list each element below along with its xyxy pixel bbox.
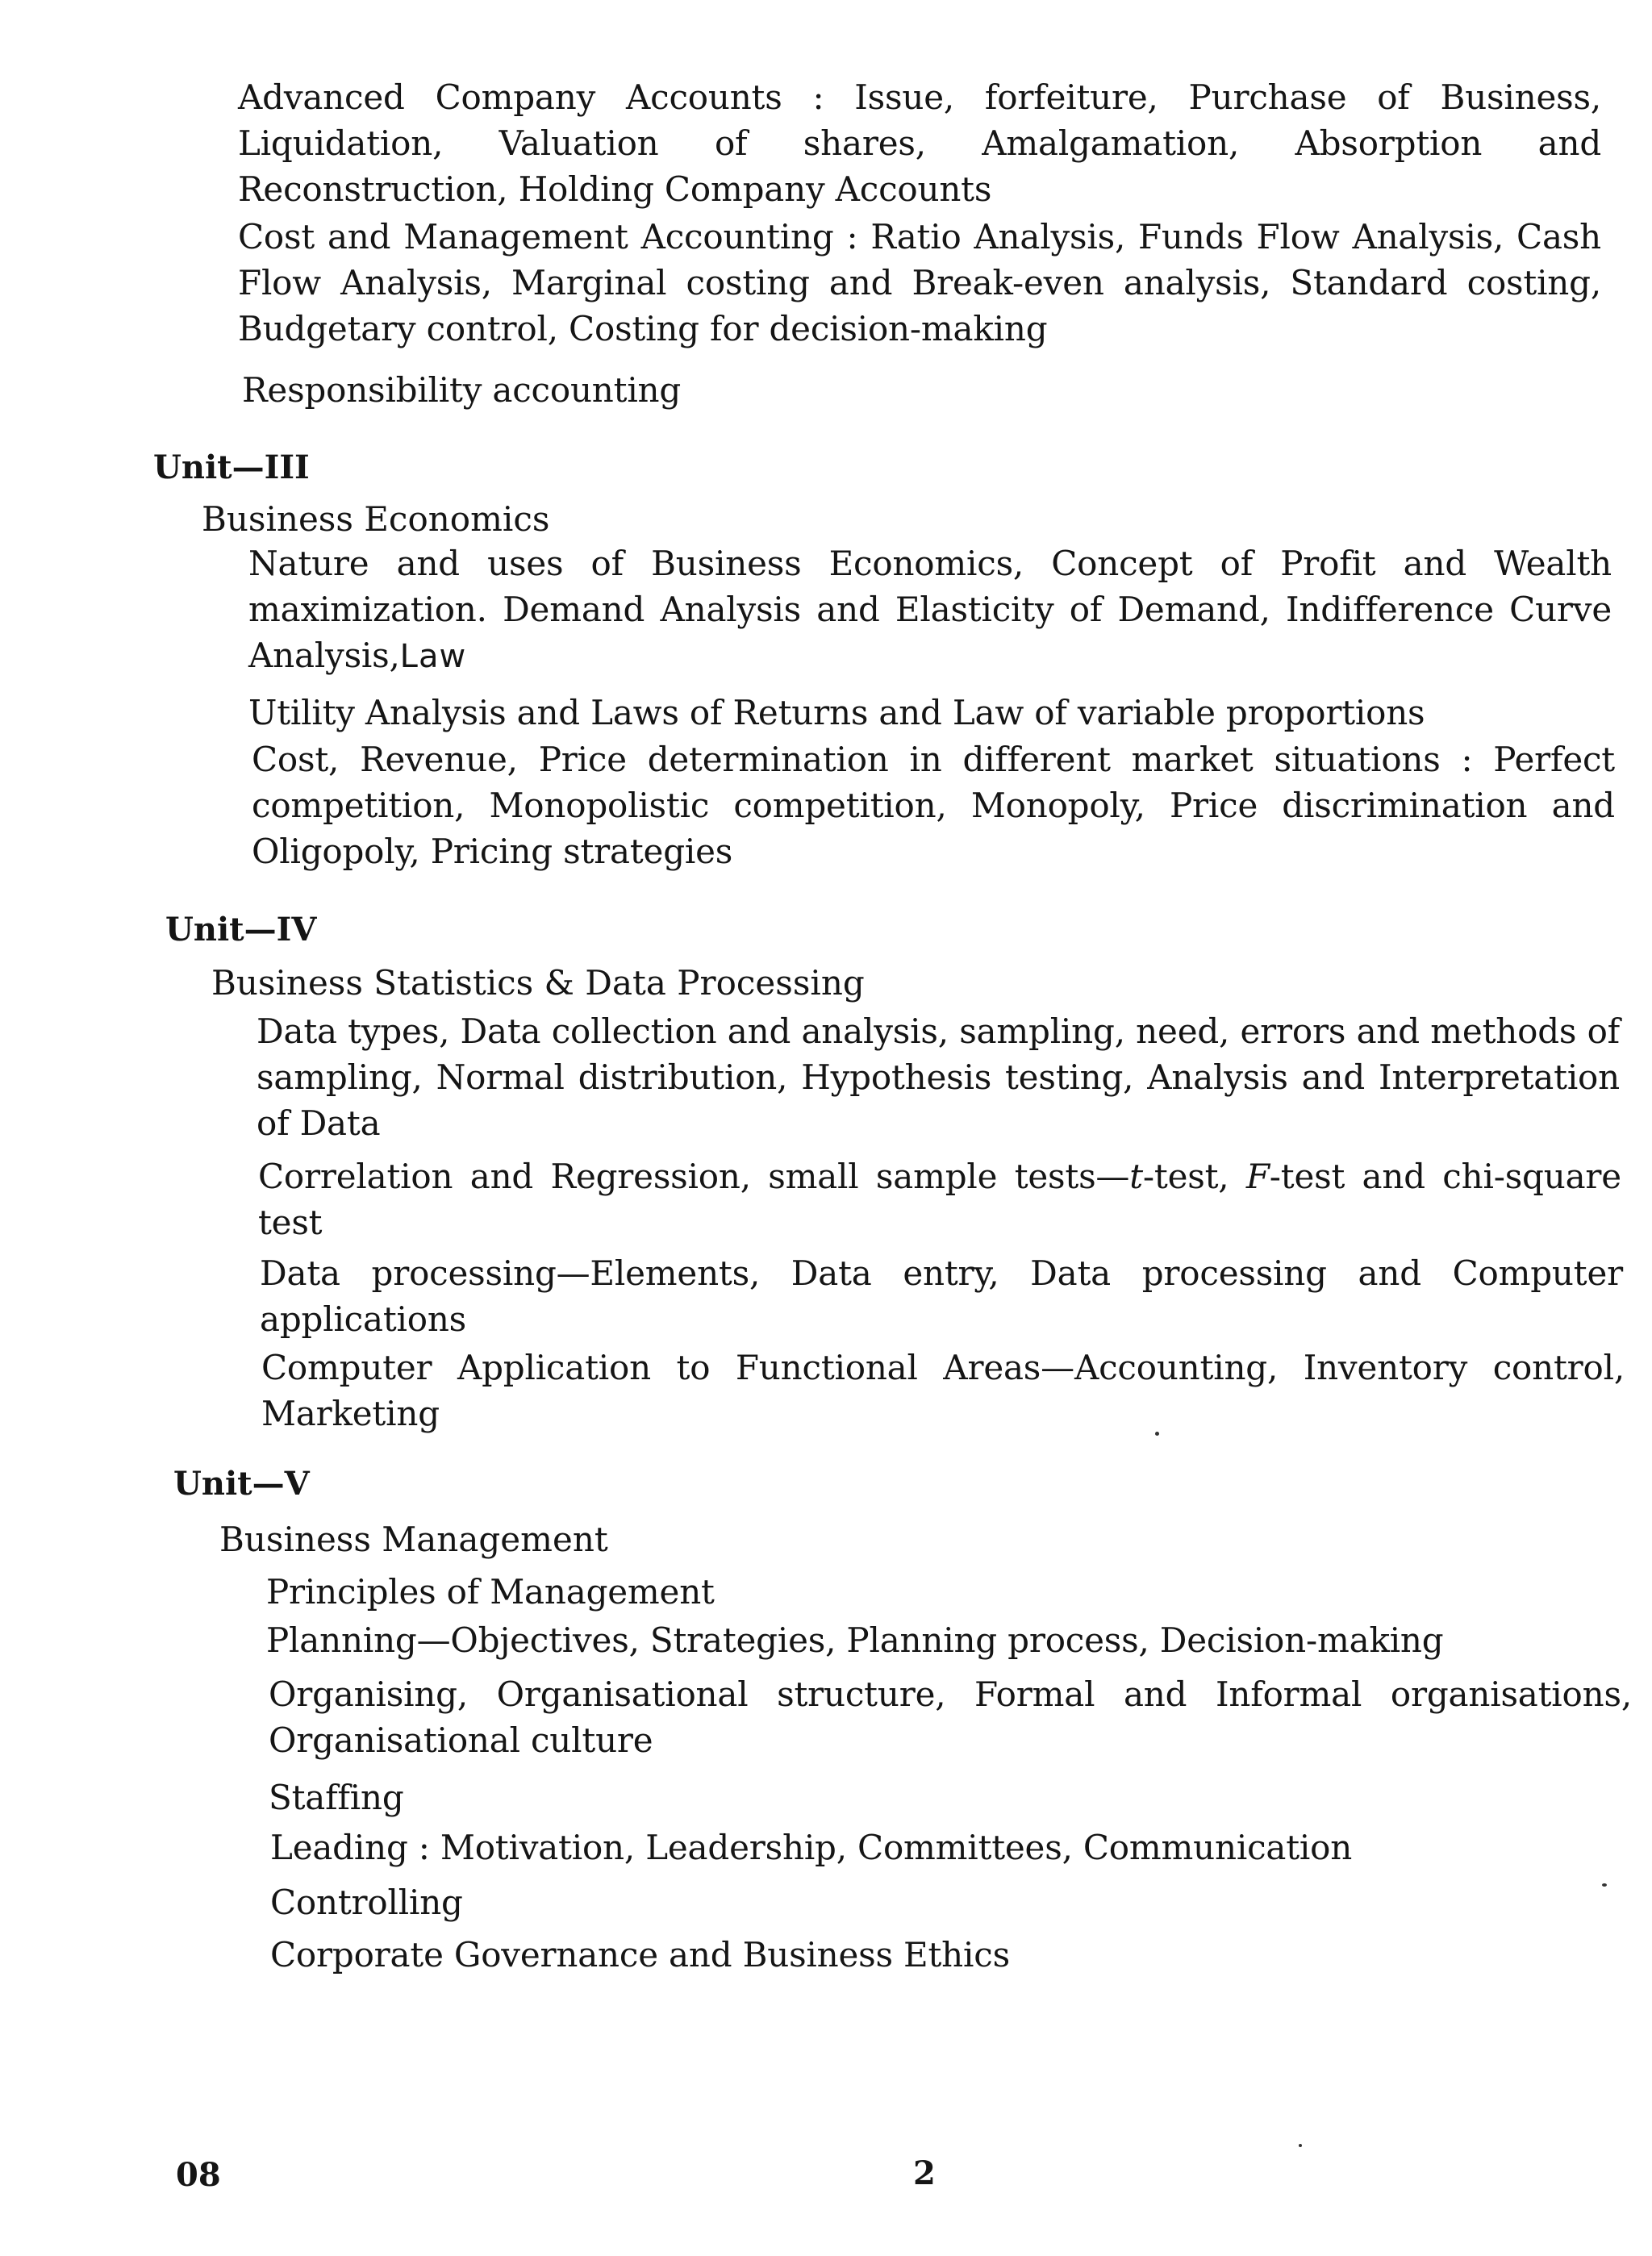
utility-analysis-text: Utility Analysis and Laws of Returns and Law of variable proportions: [248, 693, 1425, 732]
scan-speck: [1155, 1432, 1159, 1436]
staffing-text: Staffing: [269, 1778, 404, 1817]
responsibility-accounting-text: Responsibility accounting: [242, 370, 682, 410]
advanced-company-accounts-text: Advanced Company Accounts : Issue, forfeiture, Purchase of Business, Liquidation, Valuation of shares, Amalgamation, Absorption and Reconstruction, Holding Company Accounts: [238, 77, 1601, 209]
t-test-italic: t: [1129, 1157, 1143, 1196]
scan-speck: [1602, 1883, 1607, 1887]
data-types-text: Data types, Data collection and analysis, sampling, need, errors and methods of sampling, Normal distribution, Hypothesis testing, Analysis and Interpretation of Data: [257, 1011, 1620, 1143]
correlation-text-a: Correlation and Regression, small sample tests—: [258, 1157, 1130, 1196]
cost-management-accounting-text: Cost and Management Accounting : Ratio Analysis, Funds Flow Analysis, Cash Flow Analysis, Marginal costing and Break-even analysis, Standard costing, Budgetary control, Costing for decision-making: [238, 217, 1601, 348]
business-economics-title: Business Economics: [202, 499, 550, 539]
business-economics-para-1: [248, 540, 1612, 680]
scan-speck: [1299, 2144, 1302, 2147]
controlling-text: Controlling: [270, 1883, 463, 1922]
correlation-text-c: -test and chi-square test: [258, 1157, 1621, 1242]
page-number: 2: [913, 2154, 936, 2192]
unit-iv-heading: Unit—IV: [165, 911, 317, 949]
business-economics-para-1-text: Nature and uses of Business Economics, Concept of Profit and Wealth maximization. Demand Analysis and Elasticity of Demand, Indifference Curve Analysis,: [248, 544, 1612, 675]
principles-of-management-text: Principles of Management: [266, 1572, 715, 1612]
leading-text: Leading : Motivation, Leadership, Committees, Communication: [270, 1828, 1353, 1867]
f-test-italic: F: [1245, 1157, 1270, 1196]
handwritten-law-note: Law: [399, 638, 467, 675]
corporate-governance-text: Corporate Governance and Business Ethics: [270, 1935, 1010, 1975]
cost-revenue-price-text: Cost, Revenue, Price determination in different market situations : Perfect competition, Monopolistic competition, Monopoly, Price discrimination and Oligopoly, Pricing strategies: [252, 740, 1615, 871]
computer-application-text: Computer Application to Functional Areas—Accounting, Inventory control, Marketing: [261, 1348, 1625, 1433]
business-management-title: Business Management: [219, 1520, 608, 1559]
business-statistics-title: Business Statistics & Data Processing: [211, 963, 865, 1003]
planning-text: Planning—Objectives, Strategies, Planning process, Decision-making: [266, 1620, 1444, 1660]
unit-iii-heading: Unit—III: [153, 448, 310, 486]
data-processing-text: Data processing—Elements, Data entry, Data processing and Computer applications: [260, 1253, 1623, 1339]
correlation-text-b: -test,: [1142, 1157, 1246, 1196]
organising-text: Organising, Organisational structure, Formal and Informal organisations, Organisational culture: [269, 1674, 1632, 1760]
paper-code: 08: [176, 2156, 221, 2194]
correlation-regression-text: [258, 1153, 1621, 1245]
unit-v-heading: Unit—V: [173, 1465, 310, 1503]
